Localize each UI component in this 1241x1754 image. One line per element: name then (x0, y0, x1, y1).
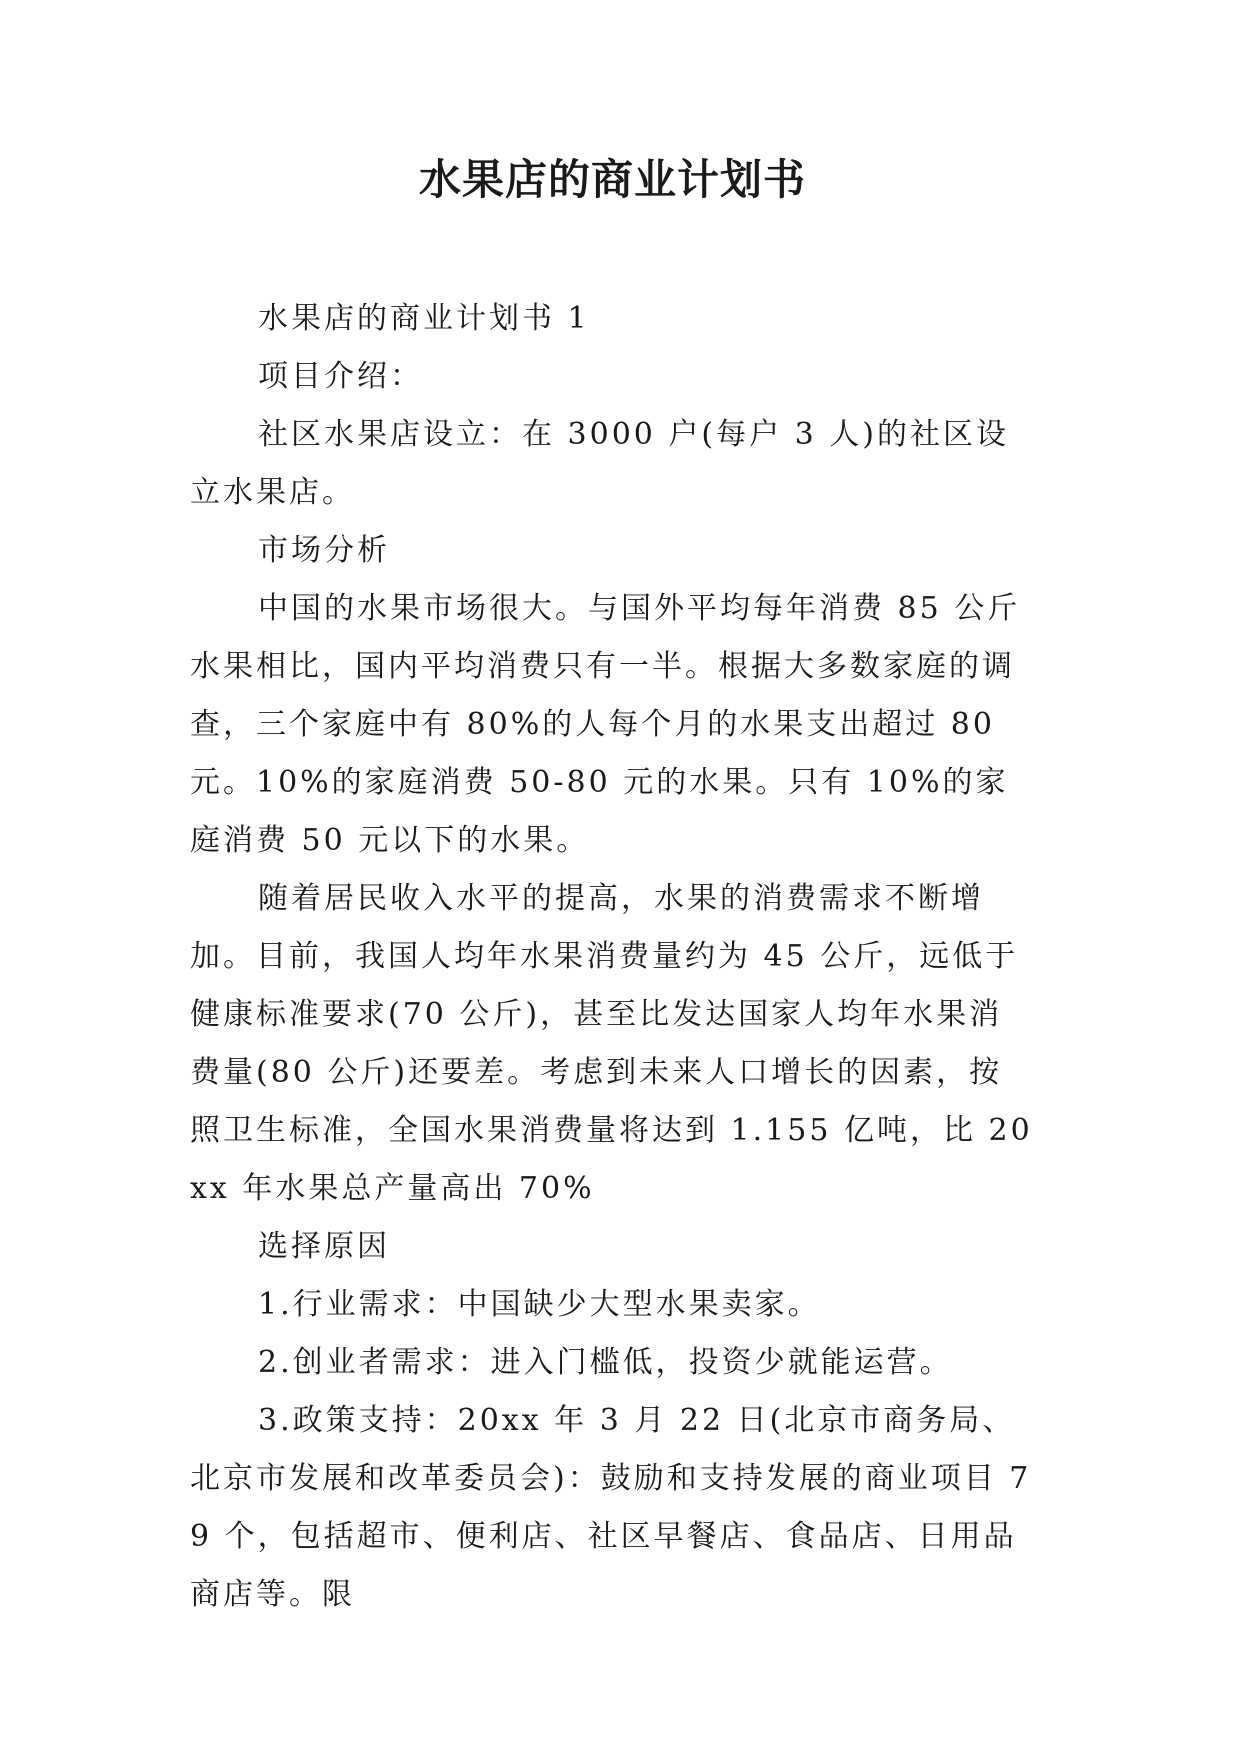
paragraph-reason-1: 1.行业需求：中国缺少大型水果卖家。 (258, 1287, 821, 1322)
paragraph-section-heading: 水果店的商业计划书 1 (258, 301, 590, 336)
paragraph-market-analysis-2: 随着居民收入水平的提高，水果的消费需求不断增加。目前，我国人均年水果消费量约为 45 公斤，远低于健康标准要求(70 公斤)，甚至比发达国家人均年水果消费量(80 公斤)还要差。考虑到未来人口增长的因素，按照卫生标准，全国水果消费量将达到 1.155 亿吨，比 20xx 年水果总产量高出 70% (190, 881, 1033, 1206)
paragraph-reason-3: 3.政策支持：20xx 年 3 月 22 日(北京市商务局、北京市发展和改革委员会)：鼓励和支持发展的商业项目 79 个，包括超市、便利店、社区早餐店、食品店、日用品商店等。限 (190, 1403, 1032, 1612)
paragraph-reasons-heading: 选择原因 (258, 1229, 390, 1264)
document-body (190, 290, 1035, 1624)
paragraph-market-analysis-heading: 市场分析 (258, 533, 390, 568)
paragraph-project-intro: 社区水果店设立：在 3000 户(每户 3 人)的社区设立水果店。 (190, 417, 1009, 510)
paragraph-market-analysis-1: 中国的水果市场很大。与国外平均每年消费 85 公斤水果相比，国内平均消费只有一半。根据大多数家庭的调查，三个家庭中有 80%的人每个月的水果支出超过 80 元。10%的家庭消费 50-80 元的水果。只有 10%的家庭消费 50 元以下的水果。 (190, 591, 1021, 858)
paragraph-project-intro-heading: 项目介绍： (258, 359, 423, 394)
paragraph-reason-2: 2.创业者需求：进入门槛低，投资少就能运营。 (258, 1345, 953, 1380)
document-title: 水果店的商业计划书 (418, 155, 806, 204)
